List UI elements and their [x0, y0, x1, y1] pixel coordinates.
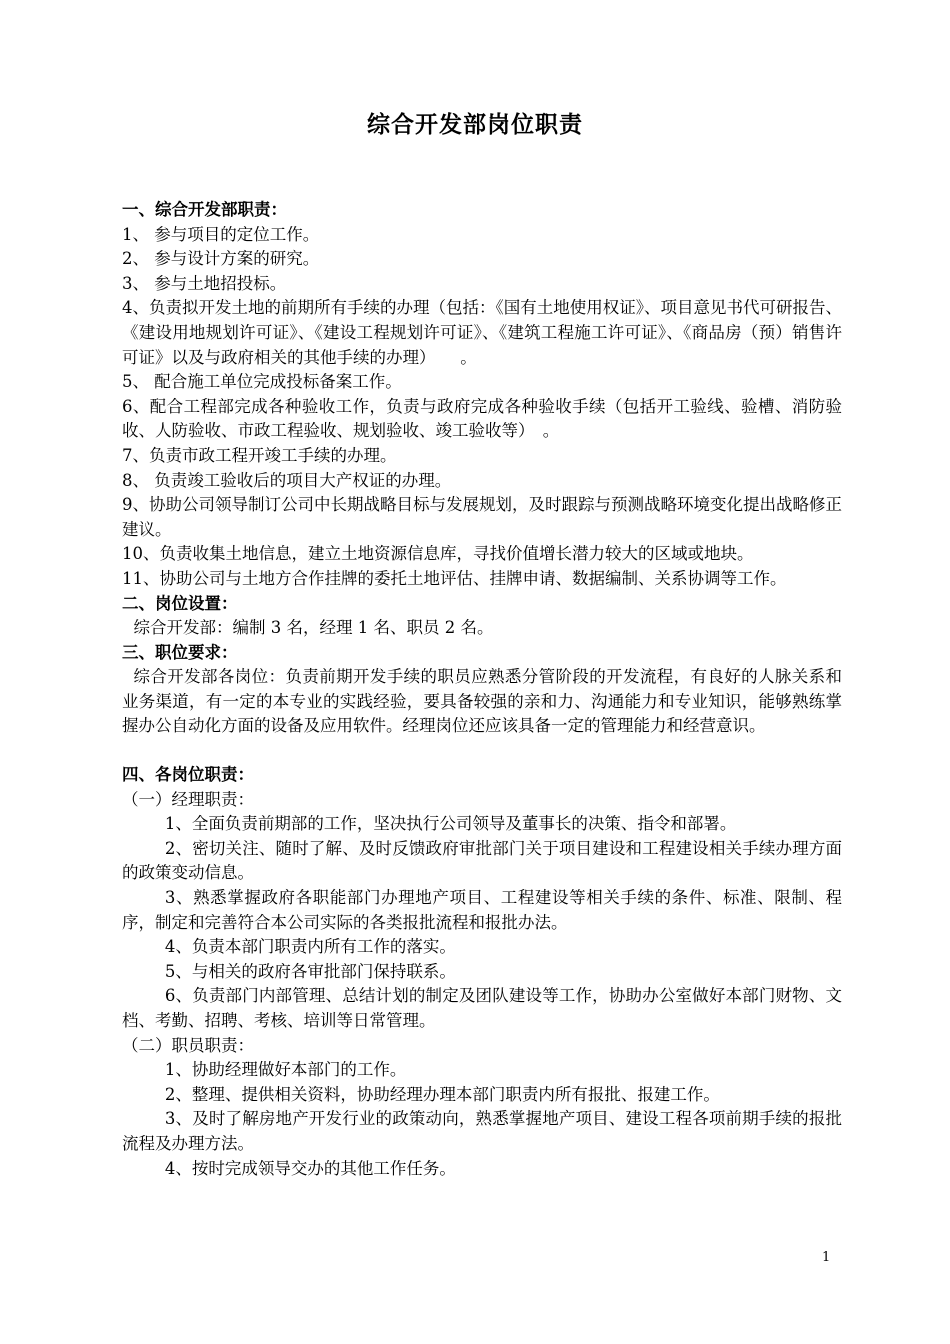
section1-item: 3、 参与土地招投标。 [122, 273, 287, 293]
section4-heading: 四、各岗位职责： [122, 765, 254, 785]
document-body [122, 198, 842, 1181]
manager-item: 1、全面负责前期部的工作，坚决执行公司领导及董事长的决策、指令和部署。 [164, 814, 737, 834]
section2-text: 综合开发部：编制 3 名，经理 1 名、职员 2 名。 [133, 618, 494, 638]
section1-item: 8、 负责竣工验收后的项目大产权证的办理。 [122, 470, 452, 490]
staff-item: 1、协助经理做好本部门的工作。 [164, 1060, 407, 1080]
document-title: 综合开发部岗位职责 [367, 112, 583, 138]
section1-heading: 一、综合开发部职责： [122, 200, 287, 219]
staff-item: 4、按时完成领导交办的其他工作任务。 [164, 1158, 456, 1178]
manager-item: 3、熟悉掌握政府各职能部门办理地产项目、工程建设等相关手续的条件、标准、限制、程序，制定和完善符合本公司实际的各类报批流程和报批办法。 [122, 888, 842, 932]
staff-item: 2、整理、提供相关资料，协助经理办理本部门职责内所有报批、报建工作。 [164, 1084, 720, 1104]
staff-item: 3、及时了解房地产开发行业的政策动向，熟悉掌握地产项目、建设工程各项前期手续的报批流程及办理方法。 [122, 1109, 842, 1153]
section3-heading: 三、职位要求： [122, 642, 238, 662]
section1-item: 5、 配合施工单位完成投标备案工作。 [122, 372, 402, 392]
manager-item: 2、密切关注、随时了解、及时反馈政府审批部门关于项目建设和工程建设相关手续办理方面的政策变动信息。 [122, 838, 842, 883]
section1-item: 1、 参与项目的定位工作。 [122, 224, 320, 244]
section2-heading: 二、岗位设置： [122, 593, 238, 613]
section1-item: 6、配合工程部完成各种验收工作，负责与政府完成各种验收手续（包括开工验线、验槽、消防验收、人防验收、市政工程验收、规划验收、竣工验收等） 。 [122, 396, 842, 441]
manager-heading: （一）经理职责： [122, 789, 254, 809]
staff-heading: （二）职员职责： [122, 1035, 254, 1055]
section1-item: 11、协助公司与土地方合作挂牌的委托土地评估、挂牌申请、数据编制、关系协调等工作。 [122, 568, 787, 588]
manager-item: 6、负责部门内部管理、总结计划的制定及团队建设等工作，协助办公室做好本部门财物、文档、考勤、招聘、考核、培训等日常管理。 [122, 986, 842, 1030]
section3-text: 综合开发部各岗位：负责前期开发手续的职员应熟悉分管阶段的开发流程，有良好的人脉关系和业务渠道，有一定的本专业的实践经验，要具备较强的亲和力、沟通能力和专业知识，能够熟练掌握办公自动化方面的设备及应用软件。经理岗位还应该具备一定的管理能力和经营意识。 [122, 667, 842, 736]
section1-item: 10、负责收集土地信息，建立土地资源信息库，寻找价值增长潜力较大的区域或地块。 [122, 544, 754, 564]
section1-item: 7、负责市政工程开竣工手续的办理。 [122, 445, 397, 465]
section1-item: 2、 参与设计方案的研究。 [122, 249, 320, 269]
section1-item: 4、负责拟开发土地的前期所有手续的办理（包括：《国有土地使用权证》、项目意见书代可研报告、《建设用地规划许可证》、《建设工程规划许可证》、《建筑工程施工许可证》、《商品房（预）销售许可证》以及与政府相关的其他手续的办理） 。 [122, 298, 842, 367]
manager-item: 4、负责本部门职责内所有工作的落实。 [164, 937, 456, 957]
manager-item: 5、与相关的政府各审批部门保持联系。 [164, 961, 456, 981]
section1-item: 9、协助公司领导制订公司中长期战略目标与发展规划，及时跟踪与预测战略环境变化提出战略修正建议。 [122, 495, 842, 539]
page-number: 1 [822, 1250, 831, 1265]
spacer [122, 739, 842, 763]
